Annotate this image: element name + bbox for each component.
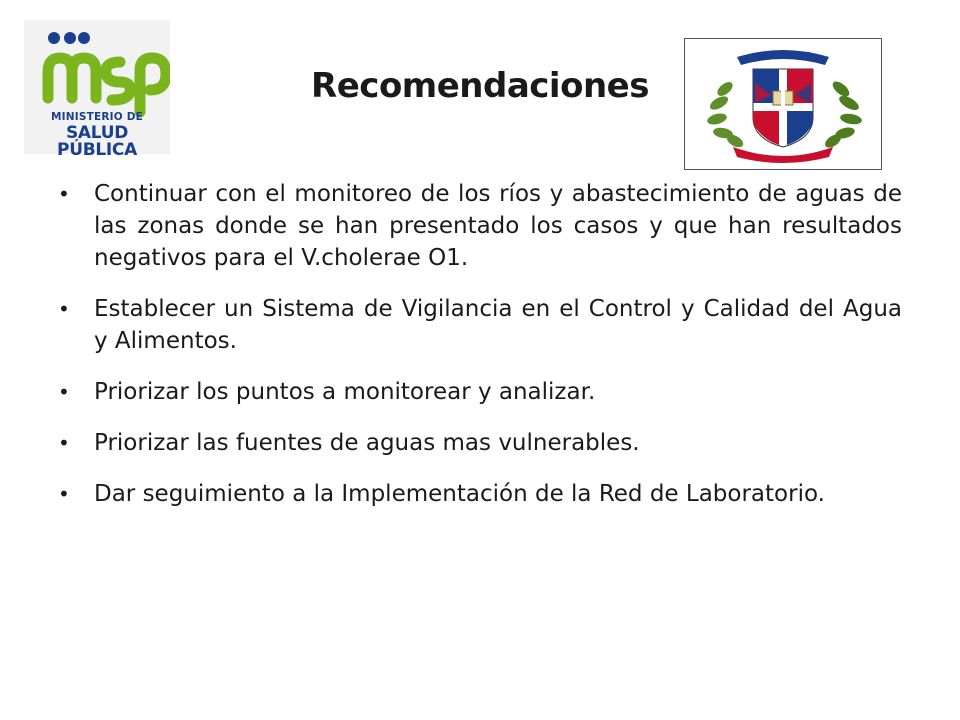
bullet-icon: •: [58, 380, 70, 404]
logo-line-salud-publica: SALUD PÚBLICA: [57, 123, 137, 160]
list-item: [56, 178, 902, 274]
bullet-icon: •: [58, 431, 70, 455]
list-item: [56, 427, 902, 459]
list-item-text: Priorizar las fuentes de aguas mas vulnerables.: [94, 430, 640, 456]
bullet-icon: •: [58, 182, 70, 206]
bullet-icon: •: [58, 297, 70, 321]
recommendations-list: [56, 178, 902, 529]
list-item: [56, 293, 902, 357]
list-item: [56, 478, 902, 510]
logo-line-ministerio: MINISTERIO DE: [50, 111, 143, 123]
ministry-logo: [24, 20, 170, 160]
slide-title: Recomendaciones: [311, 66, 649, 106]
list-item: [56, 376, 902, 408]
coat-of-arms: [684, 38, 882, 170]
list-item-text: Dar seguimiento a la Implementación de la Red de Laboratorio.: [94, 481, 825, 507]
dominican-coat-of-arms-icon: [685, 39, 881, 169]
bullet-icon: •: [58, 482, 70, 506]
list-item-text: Priorizar los puntos a monitorear y analizar.: [94, 379, 596, 405]
list-item-text: Establecer un Sistema de Vigilancia en el Control y Calidad del Agua y Alimentos.: [94, 296, 902, 354]
list-item-text: Continuar con el monitoreo de los ríos y abastecimiento de aguas de las zonas donde se han presentado los casos y que han resultados negativos para el V.cholerae O1.: [94, 181, 902, 271]
